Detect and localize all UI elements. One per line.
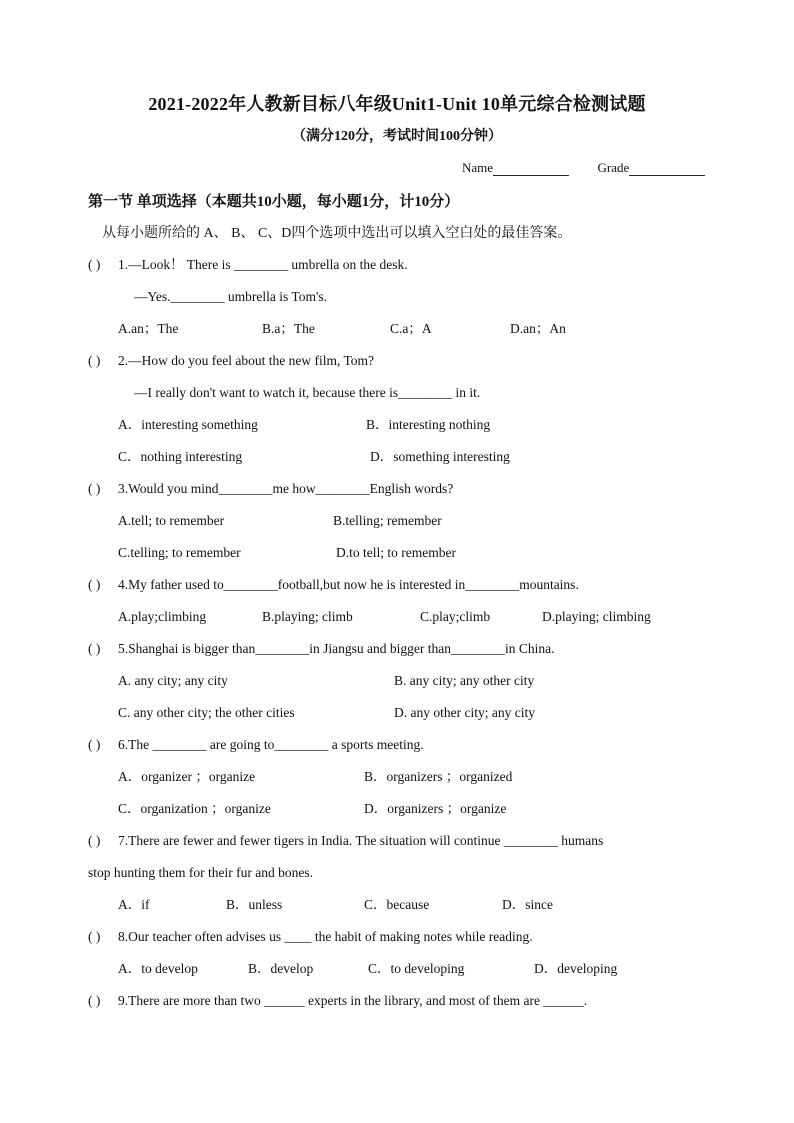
option-b: B.a；The — [262, 321, 315, 336]
question-stem: 7.There are fewer and fewer tigers in India. The situation will continue ________ humans — [118, 833, 604, 848]
answer-paren: ( ) — [88, 481, 101, 496]
option-c: C．because — [364, 897, 430, 912]
option-c: C.play;climb — [420, 609, 491, 624]
option-d: D.playing; climbing — [542, 609, 651, 624]
option-a: A．interesting something — [118, 417, 258, 432]
question-stem: 5.Shanghai is bigger than________in Jiangsu and bigger than________in China. — [118, 641, 555, 656]
section-heading: 第一节 单项选择（本题共10小题，每小题1分，计10分） — [88, 194, 460, 210]
question-stem: 6.The ________ are going to________ a sports meeting. — [118, 737, 424, 752]
option-d: D．developing — [534, 961, 618, 976]
grade-label: Grade — [597, 160, 630, 175]
question-8 — [88, 928, 533, 946]
question-2 — [88, 352, 374, 370]
question-stem: 8.Our teacher often advises us ____ the habit of making notes while reading. — [118, 929, 533, 944]
answer-paren: ( ) — [88, 929, 101, 944]
question-stem: 4.My father used to________football,but now he is interested in________mountains. — [118, 577, 579, 592]
answer-paren: ( ) — [88, 993, 101, 1008]
option-a: A．organizer ；organize — [118, 769, 256, 784]
question-9 — [88, 992, 587, 1010]
option-a: A．if — [118, 897, 150, 912]
name-blank — [493, 161, 569, 176]
question-stem: 9.There are more than two ______ experts in the library, and most of them are ______. — [118, 993, 588, 1008]
option-b: B.telling; remember — [333, 513, 442, 528]
question-stem: 1.—Look！ There is ________ umbrella on the desk. — [118, 257, 408, 272]
question-stem: 2.—How do you feel about the new film, Tom? — [118, 353, 375, 368]
page-subtitle: （满分120分，考试时间100分钟） — [292, 129, 502, 144]
answer-paren: ( ) — [88, 353, 101, 368]
answer-paren: ( ) — [88, 577, 101, 592]
question-1 — [88, 256, 408, 274]
question-stem: 3.Would you mind________me how________English words? — [118, 481, 454, 496]
question-7-continued: stop hunting them for their fur and bones. — [88, 865, 313, 880]
option-d: D．organizers ；organize — [364, 801, 507, 816]
option-c: C．organization ；organize — [118, 801, 271, 816]
option-a: A.tell; to remember — [118, 513, 225, 528]
option-a: A.an；The — [118, 321, 179, 336]
option-b: B. any city; any other city — [394, 673, 535, 688]
option-c: C.a；A — [390, 321, 432, 336]
option-a: A.play;climbing — [118, 609, 207, 624]
option-b: B．unless — [226, 897, 283, 912]
option-b: B.playing; climb — [262, 609, 353, 624]
option-b: B．develop — [248, 961, 314, 976]
name-label: Name — [462, 160, 494, 175]
option-d: D. any other city; any city — [394, 705, 535, 720]
option-c: C．to developing — [368, 961, 465, 976]
option-d: D．something interesting — [370, 449, 510, 464]
page-title: 2021-2022年人教新目标八年级Unit1-Unit 10单元综合检测试题 — [148, 94, 646, 114]
question-5 — [88, 640, 554, 658]
name-grade-line — [462, 160, 705, 176]
option-c: C. any other city; the other cities — [118, 705, 295, 720]
question-1-reply: —Yes.________ umbrella is Tom's. — [134, 289, 328, 304]
option-c: C．nothing interesting — [118, 449, 243, 464]
option-b: B．interesting nothing — [366, 417, 491, 432]
section-instruction: 从每小题所给的 A、 B、 C、D四个选项中选出可以填入空白处的最佳答案。 — [102, 226, 572, 241]
option-a: A. any city; any city — [118, 673, 228, 688]
option-b: B．organizers ；organized — [364, 769, 513, 784]
answer-paren: ( ) — [88, 833, 101, 848]
option-c: C.telling; to remember — [118, 545, 241, 560]
answer-paren: ( ) — [88, 257, 101, 272]
question-7 — [88, 832, 603, 850]
question-2-reply: —I really don't want to watch it, because there is________ in it. — [134, 385, 481, 400]
option-d: D.an；An — [510, 321, 566, 336]
question-3 — [88, 480, 453, 498]
answer-paren: ( ) — [88, 641, 101, 656]
question-4 — [88, 576, 579, 594]
option-d: D.to tell; to remember — [336, 545, 456, 560]
question-6 — [88, 736, 424, 754]
option-a: A．to develop — [118, 961, 198, 976]
option-d: D．since — [502, 897, 553, 912]
grade-blank — [629, 161, 705, 176]
answer-paren: ( ) — [88, 737, 101, 752]
